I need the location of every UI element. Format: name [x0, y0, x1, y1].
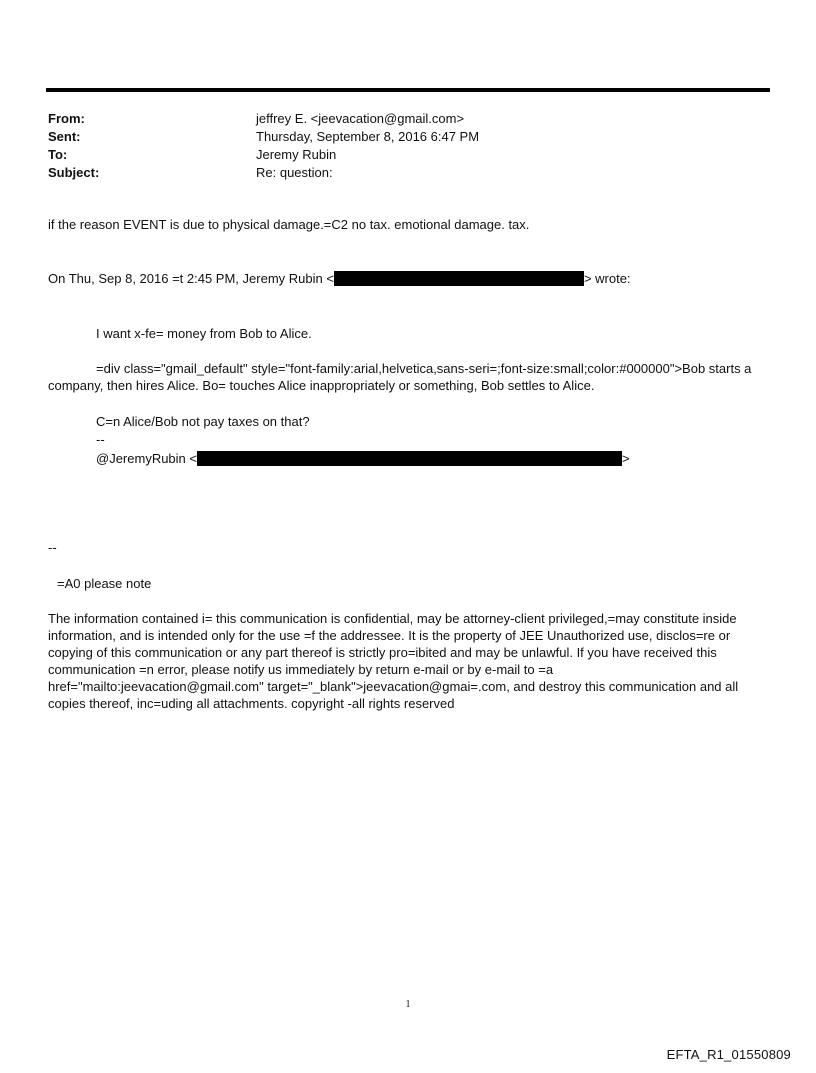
page-number: 1	[405, 999, 411, 1010]
quote-intro-prefix: On Thu, Sep 8, 2016 =t 2:45 PM, Jeremy Rubin <	[48, 271, 334, 286]
quoted-line-3: C=n Alice/Bob not pay taxes on that?	[96, 414, 310, 429]
sent-row	[48, 128, 748, 146]
quote-intro	[48, 270, 768, 287]
from-value: jeffrey E. <jeevacation@gmail.com>	[256, 111, 465, 126]
quoted-line-1: I want x-fe= money from Bob to Alice.	[96, 326, 312, 341]
to-value: Jeremy Rubin	[256, 147, 337, 162]
reply-text: if the reason EVENT is due to physical damage.=C2 no tax. emotional damage. tax.	[48, 217, 530, 232]
please-note: =A0 please note	[57, 576, 152, 591]
redaction-block	[334, 271, 584, 286]
from-label: From:	[48, 111, 85, 126]
quoted-signature	[96, 450, 768, 467]
disclaimer: The information contained i= this communication is confidential, may be attorney-client privileged,=may constitute inside information, and is intended only for the use =f the addressee. It is the property of JEE Unauthorized use, disclos=re or copying of this communication or any part thereof is strictly pro=ibited and may be unlawful. If you have received this communication =n error, please notify us immediately by return e-mail or by e-mail to =a href="mailto:jeevacation@gmail.com" target="_blank">jeevacation@gmai=.com, and destroy this communication and all copies thereof, inc=uding all attachments. copyright -all rights reserved	[48, 611, 739, 711]
subject-label: Subject:	[48, 165, 100, 180]
to-row	[48, 146, 748, 164]
to-label: To:	[48, 147, 68, 162]
subject-row	[48, 164, 748, 182]
sent-label: Sent:	[48, 129, 81, 144]
quote-intro-suffix: > wrote:	[583, 271, 631, 286]
email-header	[48, 110, 748, 182]
document-id: EFTA_R1_01550809	[666, 1047, 791, 1062]
signature-dash: --	[48, 540, 57, 555]
from-row	[48, 110, 748, 128]
quoted-line-2: =div class="gmail_default" style="font-family:arial,helvetica,sans-seri=;font-size:small;color:#000000">Bob starts a company, then hires Alice. Bo= touches Alice inappropriately or something, Bob settles to Alice.	[48, 361, 752, 393]
quoted-sig-prefix: @JeremyRubin <	[96, 451, 197, 466]
sent-value: Thursday, September 8, 2016 6:47 PM	[256, 129, 480, 144]
redaction-block	[197, 451, 622, 466]
quoted-sig-dash: --	[96, 432, 105, 447]
quoted-sig-suffix: >	[622, 451, 630, 466]
subject-value: Re: question:	[256, 165, 333, 180]
header-rule	[46, 88, 770, 92]
